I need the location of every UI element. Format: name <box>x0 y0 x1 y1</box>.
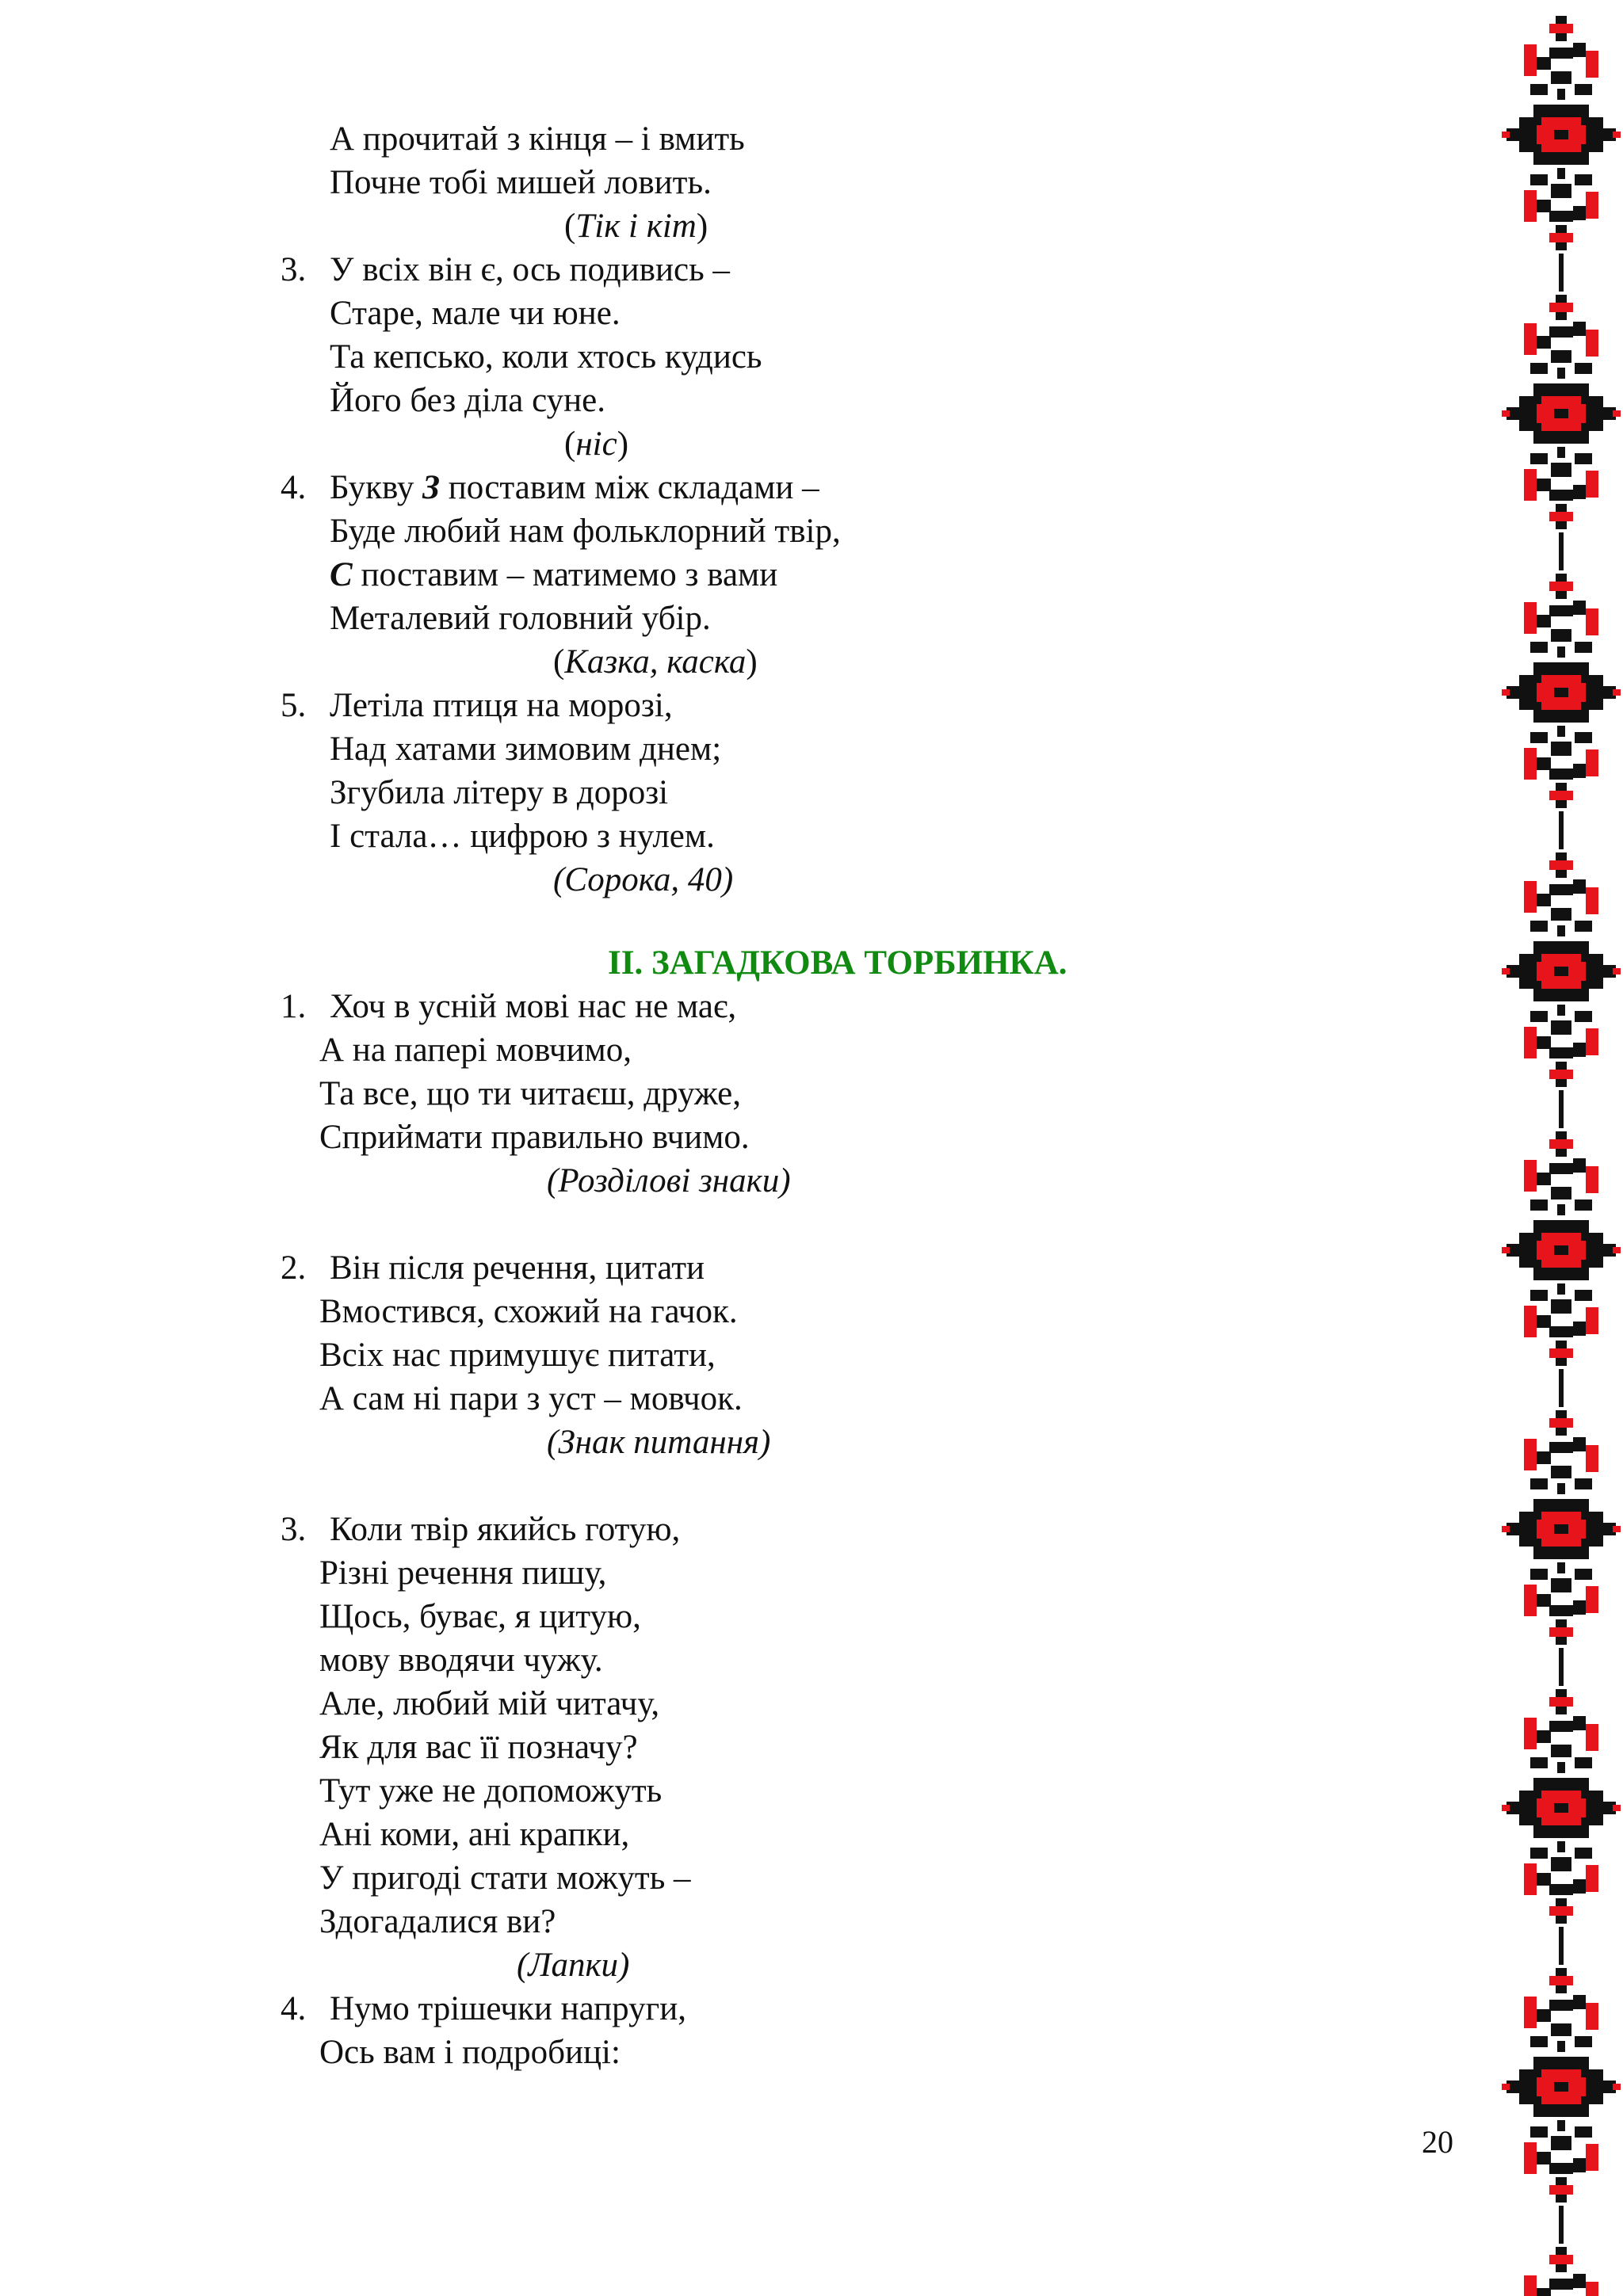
riddle-line: 1. Хоч в усній мові нас не має, <box>281 985 736 1028</box>
riddle-line: У пригоді стати можуть – <box>319 1859 691 1897</box>
riddle-number: 4. <box>281 1990 307 2027</box>
riddle-answer: (ніс) <box>564 425 629 463</box>
riddle-line: Та кепсько, коли хтось кудись <box>330 338 762 376</box>
riddle-line: А на папері мовчимо, <box>319 1032 632 1069</box>
ornament-repeat <box>1502 16 1621 2296</box>
riddle-number: 2. <box>281 1249 307 1287</box>
riddle-answer: (Розділові знаки) <box>547 1162 791 1199</box>
riddle-answer: (Казка, каска) <box>553 643 758 681</box>
riddle-line: мову вводячи чужу. <box>319 1642 603 1679</box>
riddle-line: Як для вас її позначу? <box>319 1729 638 1766</box>
riddle-line: І стала… цифрою з нулем. <box>330 818 715 855</box>
riddle-line: Але, любий мій читачу, <box>319 1685 660 1722</box>
section-title: ІІ. ЗАГАДКОВА ТОРБИНКА. <box>608 944 1067 982</box>
riddle-answer: (Знак питання) <box>547 1424 771 1461</box>
riddle-line: Його без діла суне. <box>330 382 606 419</box>
riddle-line: Здогадалися ви? <box>319 1903 556 1940</box>
riddle-line: Тут уже не допоможуть <box>319 1772 663 1810</box>
riddle-number: 5. <box>281 687 307 724</box>
riddle-line: Щось, буває, я цитую, <box>319 1598 641 1635</box>
riddle-line: 4. Нумо трішечки напруги, <box>281 1987 686 2031</box>
embroidery-border <box>1502 0 1623 2296</box>
riddle-line: Всіх нас примушує питати, <box>319 1337 716 1374</box>
riddle-line: Над хатами зимовим днем; <box>330 730 722 768</box>
riddle-line: Сприймати правильно вчимо. <box>319 1119 750 1156</box>
riddle-line: С поставим – матимемо з вами <box>330 556 778 593</box>
riddle-line: 3. У всіх він є, ось подивись – <box>281 248 730 292</box>
riddle-line: Вмостився, схожий на гачок. <box>319 1293 738 1330</box>
riddle-line: А прочитай з кінця – і вмить <box>330 120 745 158</box>
riddle-line: Буде любий нам фольклорний твір, <box>330 513 841 550</box>
riddle-line: Ось вам і подробиці: <box>319 2034 621 2071</box>
riddle-answer: (Лапки) <box>517 1947 630 1984</box>
page-number: 20 <box>1422 2124 1453 2160</box>
riddle-line: Ані коми, ані крапки, <box>319 1816 630 1853</box>
riddle-line: 3. Коли твір якийсь готую, <box>281 1508 680 1551</box>
riddle-number: 3. <box>281 251 307 288</box>
riddle-line: Різні речення пишу, <box>319 1554 607 1592</box>
riddle-line: Старе, мале чи юне. <box>330 295 621 332</box>
riddle-number: 1. <box>281 988 307 1025</box>
riddle-answer: (Сорока, 40) <box>553 861 734 898</box>
riddle-line: Почне тобі мишей ловить. <box>330 164 712 201</box>
riddle-number: 3. <box>281 1511 307 1548</box>
riddle-line: Металевий головний убір. <box>330 600 711 637</box>
riddle-line: Та все, що ти читаєш, друже, <box>319 1075 742 1112</box>
riddle-line: Згубила літеру в дорозі <box>330 774 669 811</box>
riddle-answer: (Тік і кіт) <box>564 208 708 245</box>
riddle-line: 5. Летіла птиця на морозі, <box>281 684 673 727</box>
riddle-line: 2. Він після речення, цитати <box>281 1246 705 1290</box>
riddle-line: А сам ні пари з уст – мовчок. <box>319 1380 743 1417</box>
riddle-line: 4. Букву З поставим між складами – <box>281 466 819 509</box>
riddle-number: 4. <box>281 469 307 506</box>
